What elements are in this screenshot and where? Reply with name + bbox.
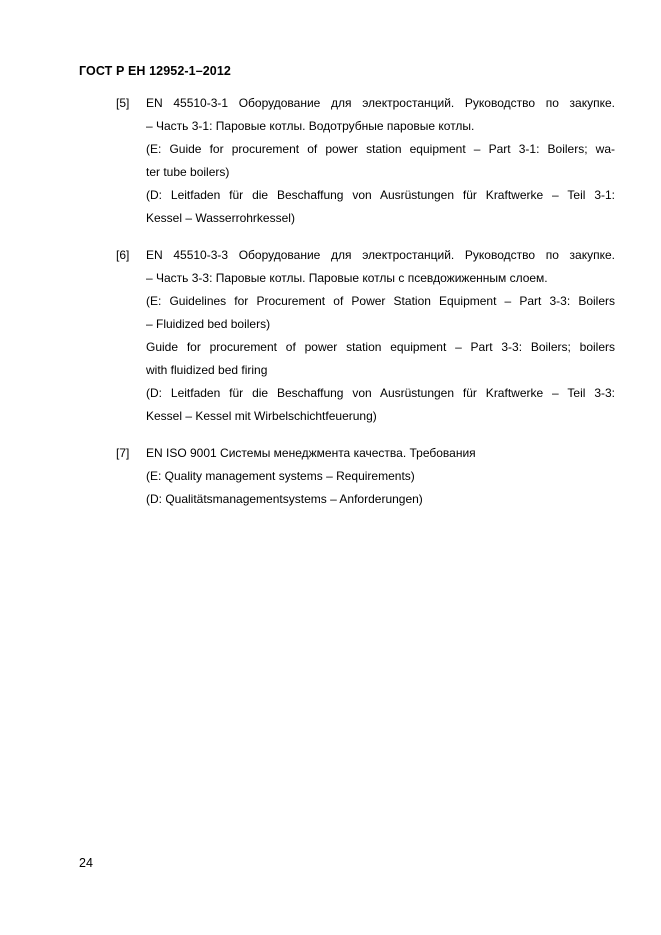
reference-line: (E: Guide for procurement of power station equipment – Part 3-1: Boilers; wa- bbox=[146, 142, 615, 156]
reference-line: (D: Leitfaden für die Beschaffung von Ausrüstungen für Kraftwerke – Teil 3-1: bbox=[146, 188, 615, 202]
reference-line: EN 45510-3-1 Оборудование для электростанций. Руководство по закупке. bbox=[146, 96, 615, 110]
reference-number: [5] bbox=[116, 96, 130, 110]
reference-number: [6] bbox=[116, 248, 130, 262]
reference-line: Kessel – Wasserrohrkessel) bbox=[146, 211, 295, 225]
document-header: ГОСТ Р ЕН 12952-1–2012 bbox=[79, 64, 231, 78]
reference-line: ter tube boilers) bbox=[146, 165, 230, 179]
reference-item-5 bbox=[116, 92, 615, 230]
reference-line: (D: Leitfaden für die Beschaffung von Ausrüstungen für Kraftwerke – Teil 3-3: bbox=[146, 386, 615, 400]
reference-line: EN ISO 9001 Системы менеджмента качества. Требования bbox=[146, 446, 476, 460]
reference-line: (E: Guidelines for Procurement of Power Station Equipment – Part 3-3: Boilers bbox=[146, 294, 615, 308]
reference-line: – Fluidized bed boilers) bbox=[146, 317, 271, 331]
reference-line: (D: Qualitätsmanagementsystems – Anforderungen) bbox=[146, 492, 423, 506]
reference-line: – Часть 3-1: Паровые котлы. Водотрубные паровые котлы. bbox=[146, 119, 475, 133]
reference-line: – Часть 3-3: Паровые котлы. Паровые котлы с псевдожиженным слоем. bbox=[146, 271, 548, 285]
reference-line: Guide for procurement of power station equipment – Part 3-3: Boilers; boilers bbox=[146, 340, 615, 354]
reference-line: (E: Quality management systems – Requirements) bbox=[146, 469, 415, 483]
reference-line: Kessel – Kessel mit Wirbelschichtfeuerung) bbox=[146, 409, 377, 423]
reference-number: [7] bbox=[116, 446, 130, 460]
reference-item-6 bbox=[116, 244, 615, 428]
reference-line: with fluidized bed firing bbox=[146, 363, 268, 377]
reference-item-7 bbox=[116, 442, 615, 511]
reference-line: EN 45510-3-3 Оборудование для электростанций. Руководство по закупке. bbox=[146, 248, 615, 262]
bibliography-list bbox=[116, 92, 615, 525]
page-number: 24 bbox=[79, 856, 93, 870]
